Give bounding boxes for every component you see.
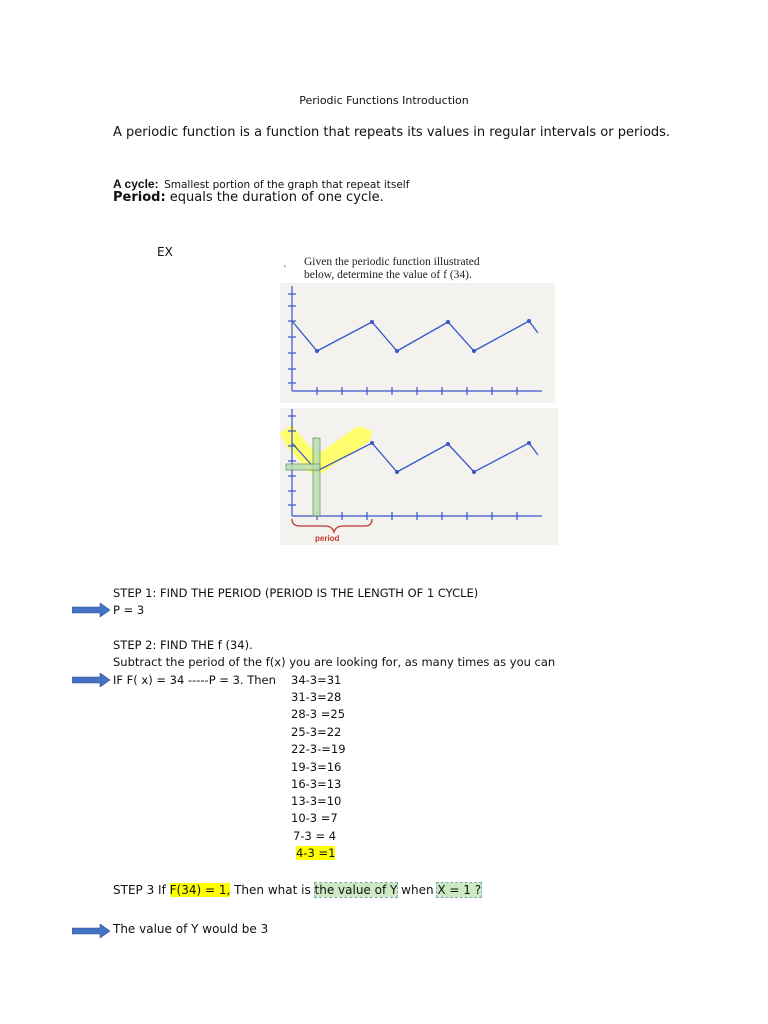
step2-heading: STEP 2: FIND THE f (34).	[113, 638, 253, 652]
step3-middle: Then what is	[230, 883, 315, 897]
step3-question	[113, 882, 481, 899]
calc-line: 31-3=28	[291, 690, 342, 704]
bottom-graph-background	[280, 408, 558, 545]
green-horizontal-highlight	[286, 464, 320, 470]
periodic-graphs-figure	[280, 283, 560, 545]
calc-line: 25-3=22	[291, 725, 342, 739]
step3-highlight-value-y: the value of Y	[314, 883, 398, 897]
step3-highlight-x1: X = 1 ?	[437, 883, 482, 897]
calc-line: 19-3=16	[291, 760, 342, 774]
period-text: equals the duration of one cycle.	[169, 190, 384, 205]
arrow-icon	[72, 673, 110, 687]
problem-line-1: Given the periodic function illustrated	[304, 256, 480, 268]
step3-answer: The value of Y would be 3	[113, 922, 269, 936]
calc-line-final	[296, 845, 335, 862]
figure-bullet: .	[283, 257, 287, 270]
calc-line: 7-3 = 4	[293, 829, 337, 843]
final-calc-highlight: 4-3 =1	[296, 846, 336, 860]
example-problem	[304, 256, 480, 282]
example-label: EX	[157, 245, 173, 259]
arrow-icon	[72, 603, 110, 617]
step2-given: IF F( x) = 34 -----P = 3. Then	[113, 673, 276, 687]
calc-line: 28-3 =25	[291, 707, 346, 721]
period-definition	[113, 190, 384, 205]
step3-middle2: when	[397, 883, 438, 897]
cycle-definition	[113, 177, 409, 191]
top-graph-background	[280, 283, 555, 403]
cycle-term: A cycle:	[113, 177, 159, 191]
period-term: Period:	[113, 190, 166, 205]
step1-result: P = 3	[113, 603, 145, 617]
page-title: Periodic Functions Introduction	[299, 94, 469, 107]
calc-line: 16-3=13	[291, 777, 342, 791]
arrow-icon	[72, 924, 110, 938]
step3-prefix: STEP 3 If	[113, 883, 170, 897]
step3-highlight-f34: F(34) = 1,	[169, 883, 231, 897]
cycle-text: Smallest portion of the graph that repeat itself	[164, 179, 410, 191]
intro-paragraph: A periodic function is a function that repeats its values in regular intervals or periods.	[113, 125, 671, 140]
period-label: period	[315, 534, 340, 543]
green-vertical-highlight	[313, 438, 320, 516]
calc-line: 22-3-=19	[291, 742, 346, 756]
step1-heading: STEP 1: FIND THE PERIOD (PERIOD IS THE LENGTH OF 1 CYCLE)	[113, 586, 479, 600]
calc-line: 10-3 =7	[291, 811, 338, 825]
calc-line: 13-3=10	[291, 794, 342, 808]
calc-line: 34-3=31	[291, 673, 342, 687]
problem-line-2: below, determine the value of f (34).	[304, 269, 472, 281]
step2-instruction: Subtract the period of the f(x) you are looking for, as many times as you can	[113, 655, 556, 669]
